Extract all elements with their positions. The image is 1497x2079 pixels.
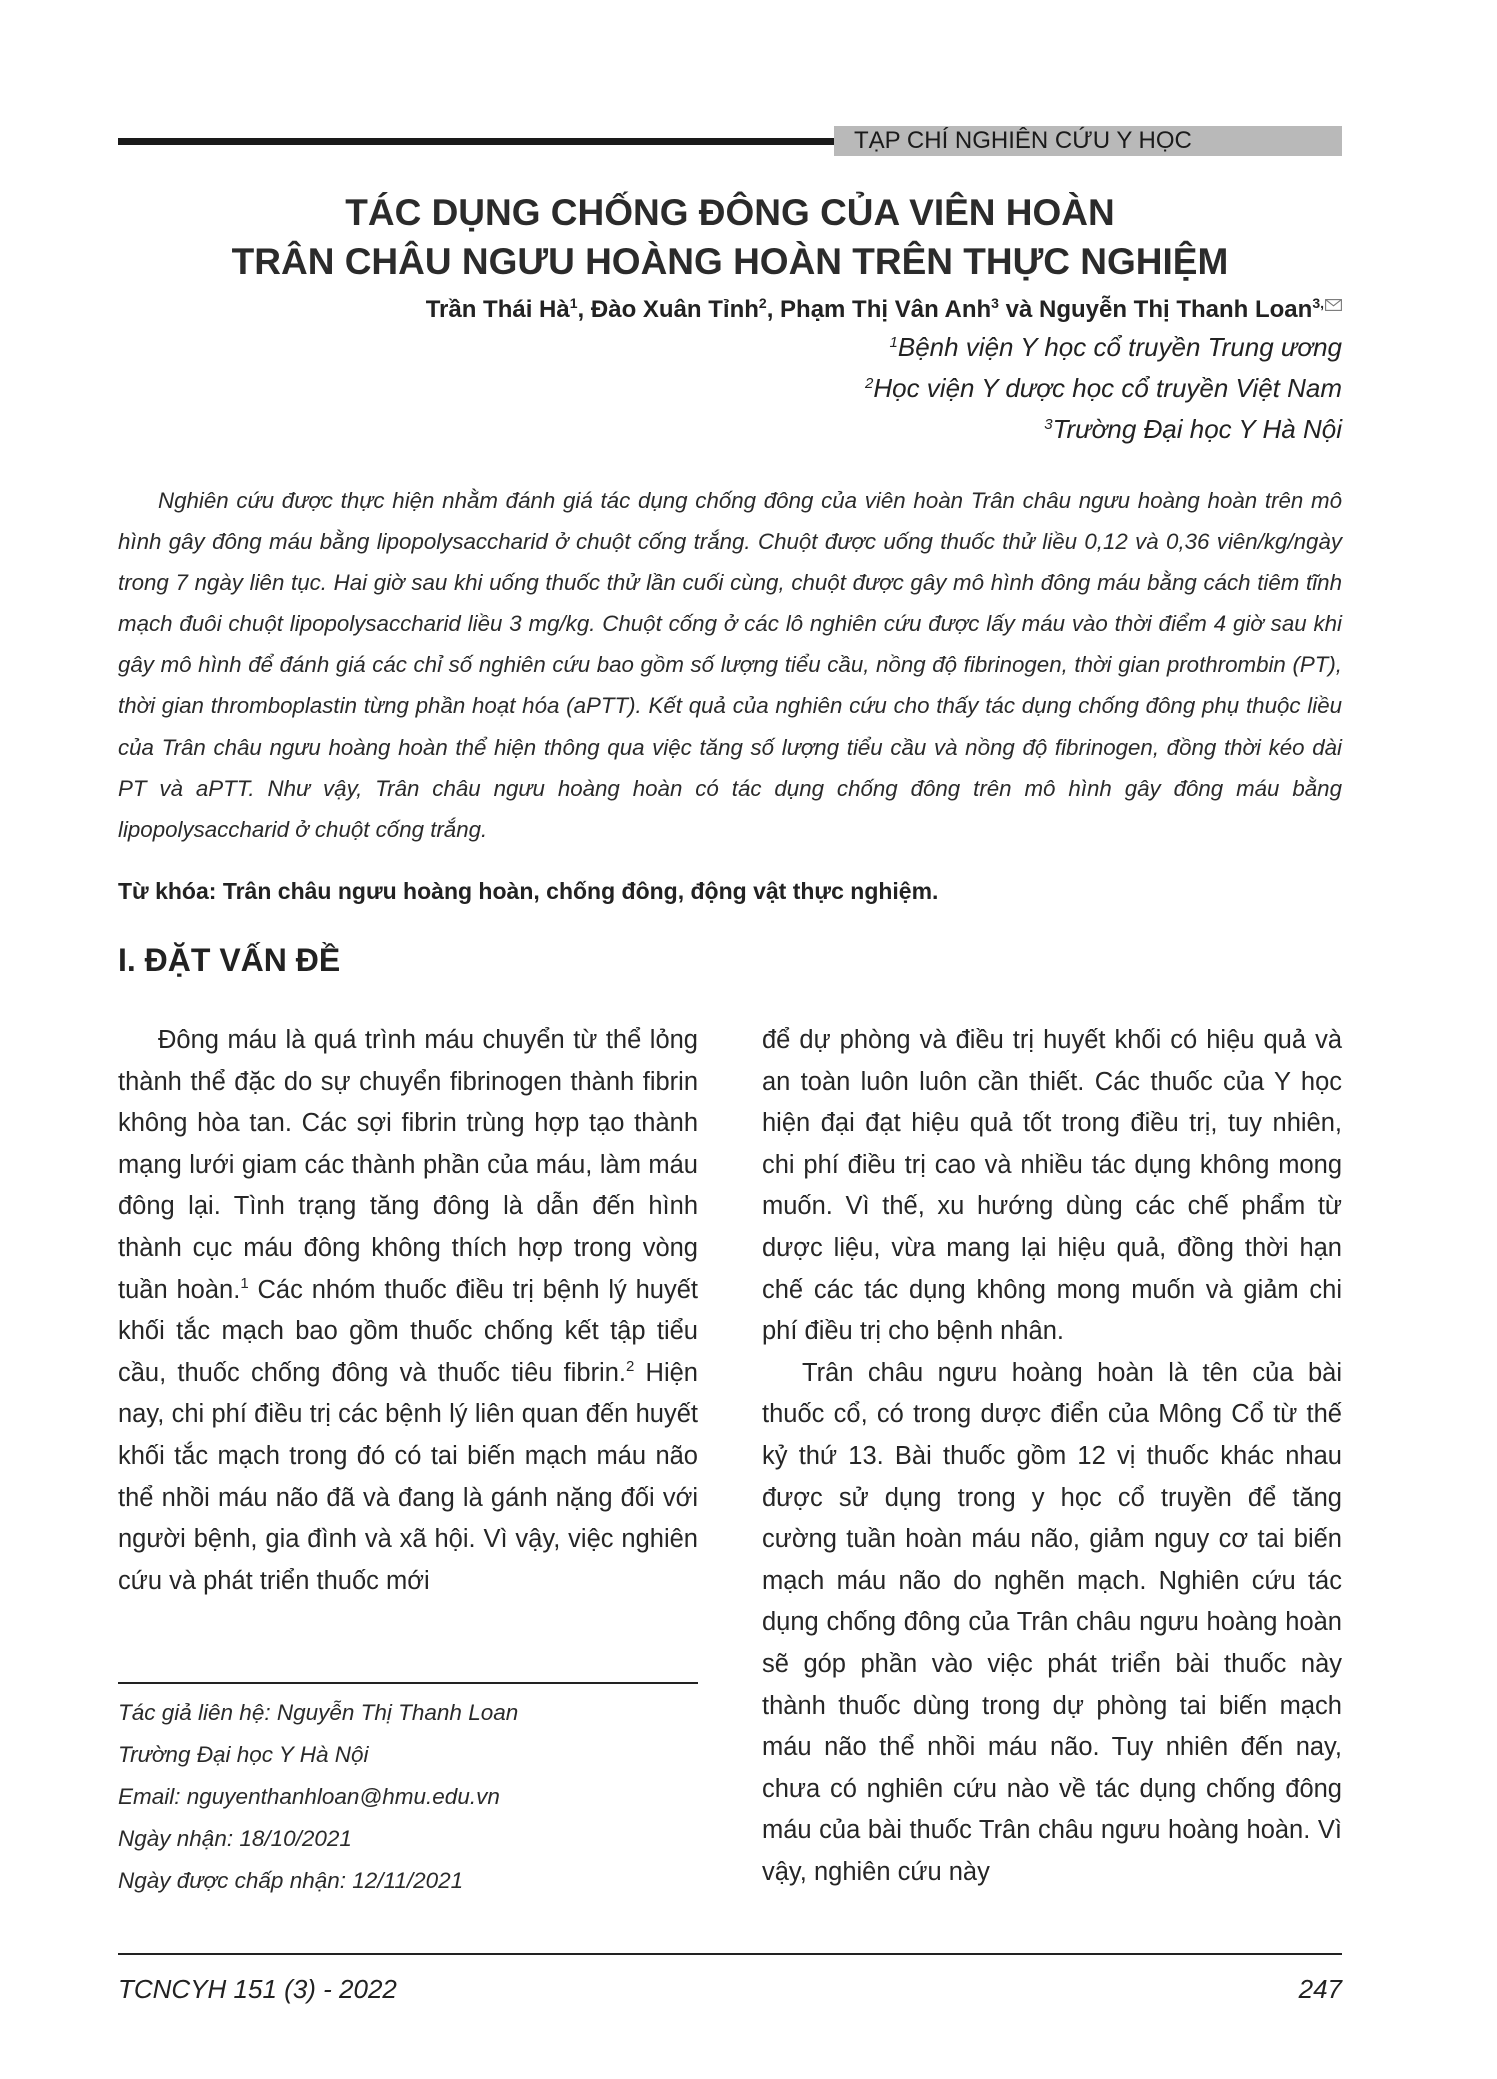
affiliation-1 — [890, 332, 1342, 363]
author-name: Nguyễn Thị Thanh Loan — [1038, 296, 1313, 323]
body-text: Các nhóm thuốc điều trị bệnh lý huyết khối tắc mạch bao gồm thuốc chống kết tập tiểu cầu, thuốc chống đông và thuốc tiêu fibrin. — [118, 1275, 699, 1387]
title-line-1: TÁC DỤNG CHỐNG ĐÔNG CỦA VIÊN HOÀN — [345, 192, 1115, 233]
author-separator: , — [766, 296, 781, 323]
author-affiliation-mark: 3 — [991, 295, 999, 311]
header-rule — [118, 138, 834, 145]
footnote-rule — [118, 1682, 698, 1684]
body-column-right — [762, 1020, 1342, 1893]
body-column-left — [118, 1020, 698, 1602]
affiliation-mark: 2 — [865, 375, 874, 392]
footnote-accepted: Ngày được chấp nhận: 12/11/2021 — [118, 1868, 464, 1893]
affiliation-2 — [865, 373, 1342, 404]
affiliation-text: Trường Đại học Y Hà Nội — [1052, 414, 1342, 444]
title-line-2: TRÂN CHÂU NGƯU HOÀNG HOÀN TRÊN THỰC NGHIỆM — [231, 241, 1229, 282]
footer-issue: TCNCYH 151 (3) - 2022 — [118, 1974, 397, 2004]
page-number: 247 — [1298, 1974, 1342, 2004]
body-paragraph: Trân châu ngưu hoàng hoàn là tên của bài thuốc cổ, có trong dược điển của Mông Cổ từ thế kỷ thứ 13. Bài thuốc gồm 12 vị thuốc khác nhau được sử dụng trong y học cổ truyền để tăng cường tuần hoàn máu não, giảm nguy cơ tai biến mạch máu não do nghẽn mạch. Nghiên cứu tác dụng chống đông của Trân châu ngưu hoàng hoàn sẽ góp phần vào việc phát triển bài thuốc này thành thuốc dùng trong dự phòng tai biến mạch máu não thể nhồi máu não. Tuy nhiên đến nay, chưa có nghiên cứu nào về tác dụng chống đông máu của bài thuốc Trân châu ngưu hoàng hoàn. Vì vậy, nghiên cứu này — [762, 1358, 1342, 1886]
body-text: Hiện nay, chi phí điều trị các bệnh lý liên quan đến huyết khối tắc mạch trong đó có tai biến mạch máu não thể nhồi máu não đã và đang là gánh nặng đối với người bệnh, gia đình và xã hội. Vì vậy, việc nghiên cứu và phát triển thuốc mới — [118, 1358, 698, 1595]
author-name: Phạm Thị Vân Anh — [780, 296, 992, 323]
author-affiliation-mark: 2 — [758, 295, 767, 311]
affiliation-text: Bệnh viện Y học cổ truyền Trung ương — [897, 332, 1342, 362]
affiliation-mark: 1 — [889, 334, 898, 351]
affiliation-mark: 3 — [1044, 416, 1053, 433]
author-affiliation-mark: 1 — [569, 295, 578, 311]
author-separator: , — [577, 296, 591, 323]
journal-name: TẠP CHÍ NGHIÊN CỨU Y HỌC — [834, 126, 1342, 156]
author-affiliation-mark: 3, — [1312, 295, 1324, 311]
keywords: Từ khóa: Trân châu ngưu hoàng hoàn, chống đông, động vật thực nghiệm. — [118, 878, 939, 904]
body-paragraph — [118, 1020, 698, 1602]
envelope-icon — [1325, 290, 1342, 318]
footnote-institution: Trường Đại học Y Hà Nội — [118, 1742, 369, 1767]
citation-mark: 2 — [626, 1357, 635, 1375]
article-title — [118, 188, 1342, 286]
body-text: Đông máu là quá trình máu chuyển từ thể lỏng thành thể đặc do sự chuyển fibrinogen thành fibrin không hòa tan. Các sợi fibrin trùng hợp tạo thành mạng lưới giam các thành phần của máu, làm máu đông lại. Tình trạng tăng đông là dẫn đến hình thành cục máu đông không thích hợp trong vòng tuần hoàn. — [118, 1026, 698, 1304]
affiliation-text: Học viện Y dược học cổ truyền Việt Nam — [873, 373, 1342, 403]
abstract: Nghiên cứu được thực hiện nhằm đánh giá tác dụng chống đông của viên hoàn Trân châu ngưu hoàng hoàn trên mô hình gây đông máu bằng lipopolysaccharid ở chuột cống trắng. Chuột được uống thuốc thử liều 0,12 và 0,36 viên/kg/ngày trong 7 ngày liên tục. Hai giờ sau khi uống thuốc thử lần cuối cùng, chuột được gây mô hình đông máu bằng cách tiêm tĩnh mạch đuôi chuột lipopolysaccharid liều 3 mg/kg. Chuột cống ở các lô nghiên cứu được lấy máu vào thời điểm 4 giờ sau khi gây mô hình để đánh giá các chỉ số nghiên cứu bao gồm số lượng tiểu cầu, nồng độ fibrinogen, thời gian prothrombin (PT), thời gian thromboplastin từng phần hoạt hóa (aPTT). Kết quả của nghiên cứu cho thấy tác dụng chống đông phụ thuộc liều của Trân châu ngưu hoàng hoàn thể hiện thông qua việc tăng số lượng tiểu cầu và nồng độ fibrinogen, đồng thời kéo dài PT và aPTT. Như vậy, Trân châu ngưu hoàng hoàn có tác dụng chống đông trên mô hình gây đông máu bằng lipopolysaccharid ở chuột cống trắng. — [118, 488, 1342, 842]
author-name: Trần Thái Hà — [425, 296, 570, 323]
author-list — [426, 290, 1342, 324]
footer-rule — [118, 1953, 1342, 1955]
author-name: Đào Xuân Tỉnh — [590, 296, 759, 323]
citation-mark: 1 — [240, 1274, 249, 1292]
footnote-contact: Tác giả liên hệ: Nguyễn Thị Thanh Loan — [118, 1700, 519, 1725]
body-paragraph-continued: để dự phòng và điều trị huyết khối có hiệu quả và an toàn luôn luôn cần thiết. Các thuốc của Y học hiện đại đạt hiệu quả tốt trong điều trị, tuy nhiên, chi phí điều trị cao và nhiều tác dụng không mong muốn. Vì thế, xu hướng dùng các chế phẩm từ dược liệu, vừa mang lại hiệu quả, đồng thời hạn chế các tác dụng không mong muốn và giảm chi phí điều trị cho bệnh nhân. — [762, 1026, 1342, 1346]
section-heading: I. ĐẶT VẤN ĐỀ — [118, 942, 341, 978]
author-separator: và — [998, 296, 1039, 323]
footnote — [118, 1692, 518, 1902]
footnote-received: Ngày nhận: 18/10/2021 — [118, 1826, 352, 1851]
affiliation-3 — [1044, 414, 1342, 445]
footnote-email: Email: nguyenthanhloan@hmu.edu.vn — [118, 1784, 500, 1809]
